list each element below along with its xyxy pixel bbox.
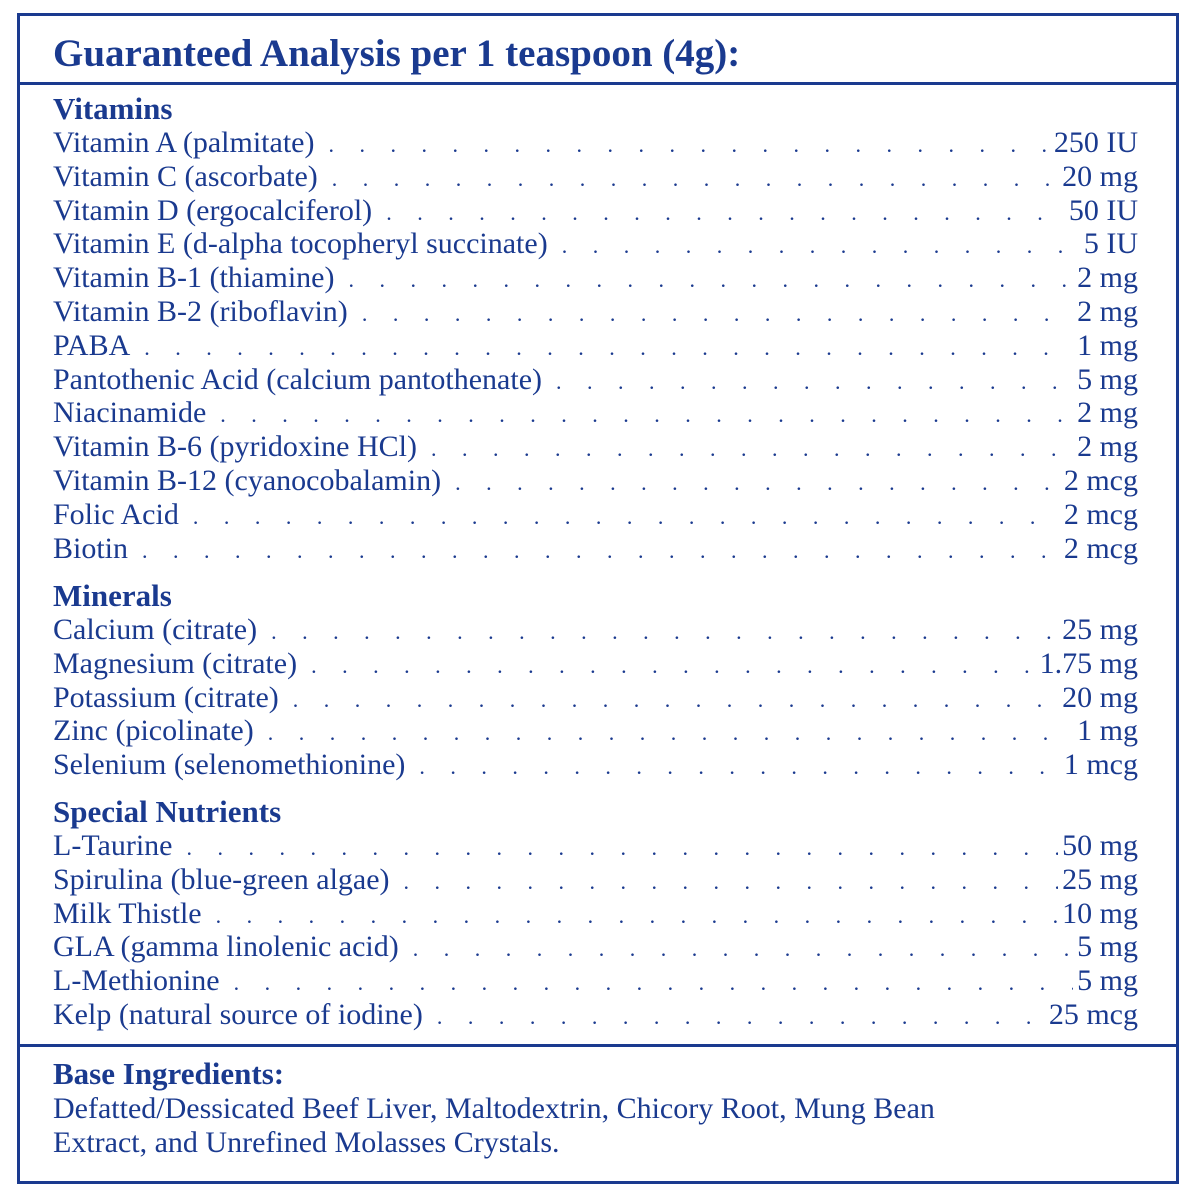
minerals-heading: Minerals	[53, 578, 172, 613]
nutrient-row	[53, 532, 1138, 566]
title-divider	[20, 82, 1176, 85]
nutrient-row	[53, 363, 1138, 397]
nutrient-name: Zinc (picolinate)	[53, 714, 254, 748]
nutrient-name: Vitamin B-1 (thiamine)	[53, 261, 335, 295]
nutrient-row	[53, 396, 1138, 430]
nutrient-row	[53, 930, 1138, 964]
nutrient-name: Selenium (selenomethionine)	[53, 748, 406, 782]
dot-leader	[562, 229, 1080, 263]
nutrient-amount: 50 mg	[1062, 829, 1138, 862]
nutrient-name: Vitamin D (ergocalciferol)	[53, 193, 373, 227]
nutrient-name: Biotin	[53, 531, 129, 565]
dot-leader	[271, 615, 1058, 649]
dot-leader	[404, 865, 1059, 899]
nutrient-name: Vitamin B-6 (pyridoxine HCl)	[53, 430, 417, 464]
nutrient-amount: 5 IU	[1083, 227, 1138, 261]
dot-leader	[413, 932, 1073, 966]
nutrient-row	[53, 681, 1138, 715]
nutrient-name: L-Taurine	[53, 829, 173, 862]
nutrient-name: Vitamin C (ascorbate)	[53, 159, 318, 193]
nutrient-row	[53, 897, 1138, 931]
nutrient-amount: 2 mcg	[1063, 463, 1138, 497]
nutrient-amount: 2 mg	[1077, 261, 1138, 295]
nutrient-row	[53, 329, 1138, 363]
nutrient-row	[53, 160, 1138, 194]
nutrient-amount: 250 IU	[1053, 126, 1138, 159]
nutrient-row	[53, 126, 1138, 160]
nutrient-name: Vitamin B-12 (cyanocobalamin)	[53, 463, 442, 497]
nutrient-amount: 1.75 mg	[1039, 646, 1138, 680]
nutrient-row	[53, 430, 1138, 464]
nutrient-name: Pantothenic Acid (calcium pantothenate)	[53, 362, 542, 396]
minerals-section	[53, 579, 1138, 782]
nutrient-row	[53, 295, 1138, 329]
nutrient-amount: 1 mg	[1077, 714, 1138, 748]
dot-leader	[431, 432, 1073, 466]
dot-leader	[332, 162, 1058, 196]
nutrient-amount: 1 mcg	[1063, 748, 1138, 782]
vitamins-section	[53, 92, 1138, 565]
nutrient-amount: 10 mg	[1062, 896, 1138, 930]
dot-leader	[220, 398, 1073, 432]
nutrient-name: Magnesium (citrate)	[53, 646, 298, 680]
nutrient-amount: 2 mcg	[1063, 497, 1138, 531]
dot-leader	[234, 966, 1074, 1000]
nutrient-amount: 2 mg	[1077, 430, 1138, 464]
nutrient-name: Vitamin E (d-alpha tocopheryl succinate)	[53, 227, 548, 261]
base-ingredients-text: Defatted/Dessicated Beef Liver, Maltodextrin, Chicory Root, Mung Bean Extract, and Unrefined Molasses Crystals.	[53, 1092, 935, 1159]
nutrient-row	[53, 714, 1138, 748]
nutrient-amount: 2 mcg	[1063, 531, 1138, 565]
dot-leader	[311, 649, 1036, 683]
base-ingredients-section	[53, 1056, 1138, 1160]
dot-leader	[386, 196, 1065, 230]
nutrient-row	[53, 464, 1138, 498]
nutrient-amount: 5 mg	[1077, 964, 1138, 998]
nutrient-amount: 1 mg	[1077, 328, 1138, 362]
guaranteed-analysis-panel	[17, 13, 1179, 1184]
special-nutrients-list	[53, 829, 1138, 1032]
special-nutrients-section	[53, 795, 1138, 1032]
dot-leader	[556, 365, 1073, 399]
dot-leader	[187, 831, 1059, 865]
nutrient-amount: 20 mg	[1062, 680, 1138, 714]
vitamins-list	[53, 126, 1138, 565]
nutrient-name: Vitamin B-2 (riboflavin)	[53, 294, 348, 328]
nutrient-name: Potassium (citrate)	[53, 680, 279, 714]
dot-leader	[348, 263, 1073, 297]
nutrient-amount: 50 IU	[1068, 193, 1138, 227]
nutrient-row	[53, 748, 1138, 782]
nutrient-amount: 25 mg	[1062, 862, 1138, 896]
nutrient-name: Calcium (citrate)	[53, 613, 258, 646]
nutrient-amount: 5 mg	[1077, 930, 1138, 964]
dot-leader	[193, 500, 1060, 534]
nutrient-row	[53, 647, 1138, 681]
dot-leader	[216, 899, 1059, 933]
nutrient-amount: 25 mcg	[1048, 997, 1138, 1031]
minerals-list	[53, 613, 1138, 782]
dot-leader	[455, 466, 1060, 500]
nutrient-name: Vitamin A (palmitate)	[53, 126, 315, 159]
base-ingredients-heading: Base Ingredients:	[53, 1056, 285, 1091]
nutrient-amount: 2 mg	[1077, 294, 1138, 328]
nutrient-amount: 25 mg	[1062, 613, 1138, 646]
panel-title: Guaranteed Analysis per 1 teaspoon (4g):	[53, 32, 741, 75]
dot-leader	[142, 534, 1060, 568]
dot-leader	[362, 297, 1073, 331]
nutrient-row	[53, 964, 1138, 998]
special-nutrients-heading: Special Nutrients	[53, 794, 282, 829]
nutrient-amount: 2 mg	[1077, 396, 1138, 430]
dot-leader	[419, 750, 1059, 784]
nutrient-name: Folic Acid	[53, 497, 179, 531]
nutrient-name: Kelp (natural source of iodine)	[53, 997, 423, 1031]
nutrient-name: Spirulina (blue-green algae)	[53, 862, 390, 896]
dot-leader	[268, 716, 1073, 750]
nutrient-name: Milk Thistle	[53, 896, 202, 930]
vitamins-heading: Vitamins	[53, 91, 173, 126]
nutrient-row	[53, 613, 1138, 647]
nutrient-name: PABA	[53, 328, 131, 362]
nutrient-row	[53, 829, 1138, 863]
nutrient-amount: 5 mg	[1077, 362, 1138, 396]
nutrient-row	[53, 227, 1138, 261]
nutrient-row	[53, 998, 1138, 1032]
nutrient-amount: 20 mg	[1062, 159, 1138, 193]
nutrient-row	[53, 261, 1138, 295]
dot-leader	[437, 1000, 1045, 1034]
dot-leader	[144, 331, 1073, 365]
dot-leader	[293, 683, 1058, 717]
nutrient-row	[53, 498, 1138, 532]
nutrient-name: Niacinamide	[53, 396, 207, 430]
dot-leader	[328, 128, 1049, 162]
nutrient-name: L-Methionine	[53, 964, 220, 998]
base-divider	[20, 1044, 1176, 1047]
nutrient-row	[53, 863, 1138, 897]
nutrient-name: GLA (gamma linolenic acid)	[53, 930, 399, 964]
nutrient-row	[53, 194, 1138, 228]
